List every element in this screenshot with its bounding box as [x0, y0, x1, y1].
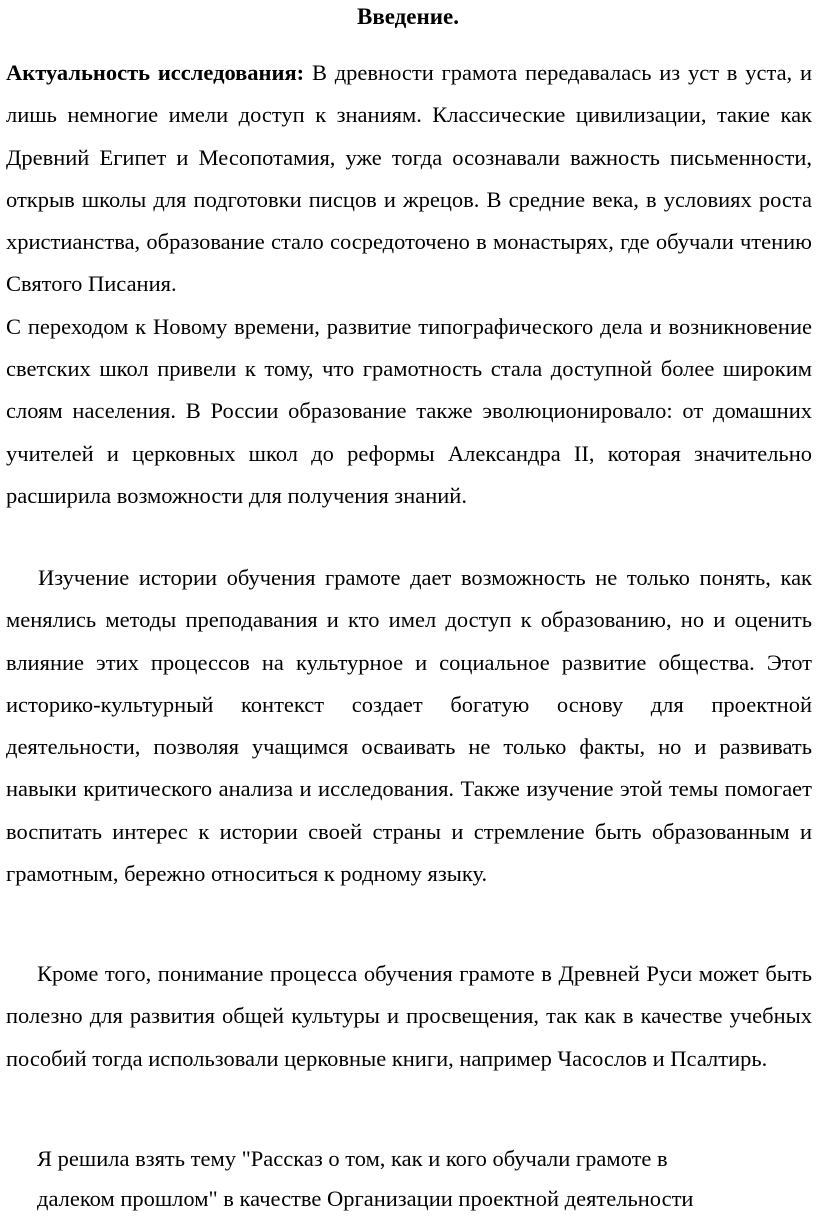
- relevance-text: В древности грамота передавалась из уст в уста, и лишь немногие имели доступ к знаниям. Классические цивилизации, такие как Древний Египет и Месопотамия, уже тогда осознавали важность письменности, открыв школы для подготовки писцов и жрецов. В средние века, в условиях роста христианства, образование стало сосредоточено в монастырях, где обучали чтению Святого Писания.: [6, 60, 813, 297]
- paragraph-ancient-rus: Кроме того, понимание процесса обучения грамоте в Древней Руси может быть полезно для развития общей культуры и просвещения, так как в качестве учебных пособий тогда использовали церковные книги, например Часослов и Псалтирь.: [6, 961, 812, 1071]
- relevance-lead: Актуальность исследования:: [6, 60, 305, 85]
- topic-choice-line-2: далеком прошлом" в качестве Организации проектной деятельности: [37, 1186, 694, 1211]
- page-title: Введение.: [357, 4, 459, 29]
- paragraph-topic-choice: [6, 1139, 812, 1219]
- paragraph-history-study: Изучение истории обучения грамоте дает возможность не только понять, как менялись методы преподавания и кто имел доступ к образованию, но и оценить влияние этих процессов на культурное и социальное развитие общества. Этот историко-культурный контекст создает богатую основу для проектной деятельности, позволяя учащимся осваивать не только факты, но и развивать навыки критического анализа и исследования. Также изучение этой темы помогает воспитать интерес к истории своей страны и стремление быть образованным и грамотным, бережно относиться к родному языку.: [6, 565, 812, 887]
- relevance-continuation: С переходом к Новому времени, развитие типографического дела и возникновение светских школ привели к тому, что грамотность стала доступной более широким слоям населения. В России образование также эволюционировало: от домашних учителей и церковных школ до реформы Александра II, которая значительно расширила возможности для получения знаний.: [6, 313, 812, 508]
- paragraph-relevance: [6, 52, 812, 517]
- topic-choice-line-1: Я решила взять тему "Рассказ о том, как и кого обучали грамоте в: [37, 1146, 668, 1171]
